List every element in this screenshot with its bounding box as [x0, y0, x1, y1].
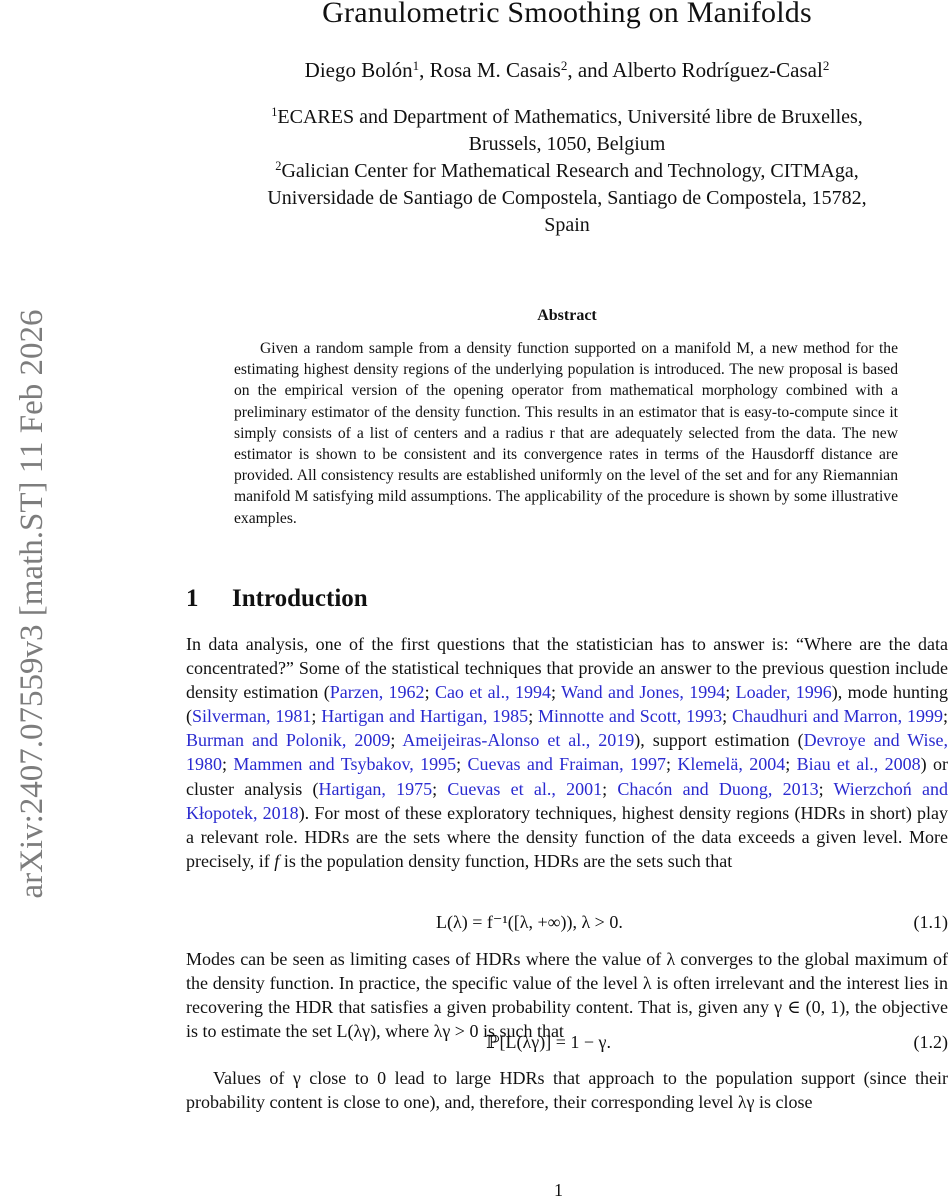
- citation-link[interactable]: Parzen, 1962: [330, 682, 425, 702]
- equation-number: (1.2): [914, 1032, 948, 1053]
- citation-link[interactable]: Devroye and Wise, 1980: [186, 730, 948, 774]
- math-symbol: f: [274, 851, 279, 871]
- citation-link[interactable]: Cuevas and Fraiman, 1997: [468, 754, 667, 774]
- equation-expression: ℙ[L(λγ)] = 1 − γ.: [486, 1032, 611, 1053]
- intro-paragraph-1: In data analysis, one of the first questions that the statistician has to answer is: “Where are the data concentrated?” Some of the statistical techniques that provide an answer to the previous question include density estimation (Parzen, 1962; Cao et al., 1994; Wand and Jones, 1994; Loader, 1996), mode hunting (Silverman, 1981; Hartigan and Hartigan, 1985; Minnotte and Scott, 1993; Chaudhuri and Marron, 1999; Burman and Polonik, 2009; Ameijeiras-Alonso et al., 2019), support estimation (Devroye and Wise, 1980; Mammen and Tsybakov, 1995; Cuevas and Fraiman, 1997; Klemelä, 2004; Biau et al., 2008) or cluster analysis (Hartigan, 1975; Cuevas et al., 2001; Chacón and Duong, 2013; Wierzchoń and Kłopotek, 2018). For most of these exploratory techniques, highest density regions (HDRs in short) play a relevant role. HDRs are the sets where the density function of the data exceeds a given level. More precisely, if f is the population density function, HDRs are the sets such that: [186, 632, 948, 873]
- arxiv-identifier: arXiv:2407.07559v3 [math.ST] 11 Feb 2026: [8, 304, 56, 904]
- citation-link[interactable]: Ameijeiras-Alonso et al., 2019: [402, 730, 634, 750]
- author-name: Alberto Rodríguez-Casal: [612, 58, 823, 82]
- citation-link[interactable]: Klemelä, 2004: [677, 754, 785, 774]
- citation-link[interactable]: Wierzchoń and Kłopotek, 2018: [186, 779, 948, 823]
- paper-title: Granulometric Smoothing on Manifolds: [186, 0, 948, 30]
- citation-link[interactable]: Cao et al., 1994: [435, 682, 551, 702]
- citation-link[interactable]: Hartigan, 1975: [318, 779, 432, 799]
- author-name: Diego Bolón: [305, 58, 413, 82]
- citation-link[interactable]: Chaudhuri and Marron, 1999: [732, 706, 943, 726]
- page-number: 1: [554, 1180, 563, 1201]
- section-number: 1: [186, 585, 232, 613]
- author-list: Diego Bolón$^1$, Rosa M. Casais$^2$, and Alberto Rodríguez-Casal$^2$: [186, 58, 948, 83]
- citation-link[interactable]: Wand and Jones, 1994: [561, 682, 725, 702]
- citation-link[interactable]: Loader, 1996: [736, 682, 832, 702]
- citation-link[interactable]: Burman and Polonik, 2009: [186, 730, 390, 750]
- affiliation-mark: 1: [413, 58, 420, 73]
- affiliations: [176, 104, 948, 239]
- affiliation-line: $^2$Galician Center for Mathematical Research and Technology, CITMAga,: [176, 158, 948, 185]
- affiliation-mark: 2: [561, 58, 568, 73]
- affiliation-mark: 2: [823, 58, 830, 73]
- intro-paragraph-2: Modes can be seen as limiting cases of HDRs where the value of λ converges to the global maximum of the density function. In practice, the specific value of the level λ is often irrelevant and the interest lies in recovering the HDR that satisfies a given probability content. That is, given any γ ∈ (0, 1), the objective is to estimate the set L(λγ), where λγ > 0 is such that: [186, 947, 948, 1043]
- section-heading: [186, 585, 368, 613]
- equation-expression: L(λ) = f⁻¹([λ, +∞)), λ > 0.: [436, 912, 623, 933]
- equation-number: (1.1): [914, 912, 948, 933]
- affiliation-line: Spain: [176, 212, 948, 239]
- affiliation-line: Universidade de Santiago de Compostela, Santiago de Compostela, 15782,: [176, 185, 948, 212]
- citation-link[interactable]: Silverman, 1981: [192, 706, 311, 726]
- affiliation-line: Brussels, 1050, Belgium: [176, 131, 948, 158]
- intro-paragraph-3: Values of γ close to 0 lead to large HDRs that approach to the population support (since their probability content is close to one), and, therefore, their corresponding level λγ is close: [186, 1066, 948, 1114]
- abstract-heading: Abstract: [186, 307, 948, 325]
- author-name: Rosa M. Casais: [430, 58, 561, 82]
- affiliation-line: $^1$ECARES and Department of Mathematics, Université libre de Bruxelles,: [176, 104, 948, 131]
- citation-link[interactable]: Mammen and Tsybakov, 1995: [233, 754, 456, 774]
- abstract-text: Given a random sample from a density function supported on a manifold M, a new method for the estimating highest density regions of the underlying population is introduced. The new proposal is based on the empirical version of the opening operator from mathematical morphology combined with a preliminary estimator of the density function. This results in an estimator that is easy-to-compute since it simply consists of a list of centers and a radius r that are adequately selected from the data. The new estimator is shown to be consistent and its convergence rates in terms of the Hausdorff distance are provided. All consistency results are established uniformly on the level of the set and for any Riemannian manifold M satisfying mild assumptions. The applicability of the procedure is shown by some illustrative examples.: [234, 338, 898, 529]
- citation-link[interactable]: Minnotte and Scott, 1993: [538, 706, 722, 726]
- citation-link[interactable]: Hartigan and Hartigan, 1985: [321, 706, 528, 726]
- citation-link[interactable]: Chacón and Duong, 2013: [617, 779, 818, 799]
- citation-link[interactable]: Cuevas et al., 2001: [447, 779, 602, 799]
- section-title: Introduction: [232, 585, 368, 612]
- citation-link[interactable]: Biau et al., 2008: [797, 754, 921, 774]
